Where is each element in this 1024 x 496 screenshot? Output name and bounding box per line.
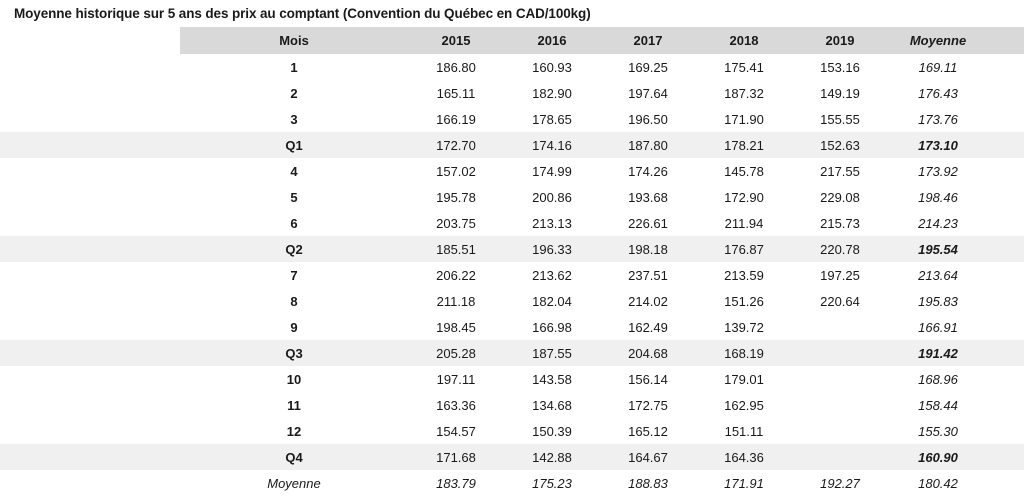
row-tail-spacer	[988, 158, 1024, 184]
header-average: Moyenne	[888, 27, 988, 54]
cell-2019	[792, 340, 888, 366]
row-label: 11	[287, 397, 301, 413]
cell-2017: 172.75	[628, 397, 668, 413]
cell-2017: 156.14	[628, 371, 668, 387]
row-label: 4	[290, 163, 298, 179]
cell-2015: 197.11	[436, 371, 476, 387]
cell-average: 166.91	[918, 319, 958, 335]
cell-2018: 151.26	[724, 293, 764, 309]
table-body	[0, 54, 1024, 496]
header-tail-spacer	[988, 27, 1024, 54]
cell-2018: 151.11	[724, 423, 764, 439]
cell-2016: 182.04	[532, 293, 572, 309]
cell-2016: 213.62	[532, 267, 572, 283]
cell-2017: 196.50	[628, 111, 668, 127]
row-tail-spacer	[988, 80, 1024, 106]
cell-2016: 143.58	[532, 371, 572, 387]
cell-2016: 160.93	[532, 59, 572, 75]
row-tail-spacer	[988, 444, 1024, 470]
cell-2018: 172.90	[724, 189, 764, 205]
row-label: 6	[290, 215, 298, 231]
row-tail-spacer	[988, 184, 1024, 210]
row-spacer	[0, 158, 180, 184]
cell-average: 169.11	[918, 59, 958, 75]
cell-2019: 152.63	[820, 137, 860, 153]
row-tail-spacer	[988, 210, 1024, 236]
cell-2015: 183.79	[436, 475, 476, 491]
cell-average: 168.96	[918, 371, 958, 387]
row-spacer	[0, 314, 180, 340]
row-tail-spacer	[988, 366, 1024, 392]
table-row	[0, 236, 1024, 262]
cell-2015: 203.75	[436, 215, 476, 231]
header-year-2019: 2019	[792, 27, 888, 54]
table-row	[0, 444, 1024, 470]
cell-2015: 157.02	[436, 163, 476, 179]
header-month: Mois	[180, 27, 408, 54]
cell-2017: 188.83	[628, 475, 668, 491]
historic-price-table	[0, 27, 1024, 496]
cell-2016: 175.23	[532, 475, 572, 491]
cell-2016: 213.13	[532, 215, 572, 231]
header-year-2015: 2015	[408, 27, 504, 54]
cell-2016: 142.88	[532, 449, 572, 465]
cell-2015: 198.45	[436, 319, 476, 335]
cell-2017: 162.49	[628, 319, 668, 335]
table-row	[0, 132, 1024, 158]
table-row	[0, 54, 1024, 80]
row-spacer	[0, 80, 180, 106]
cell-2018: 187.32	[724, 85, 764, 101]
row-label: 8	[290, 293, 298, 309]
cell-2017: 187.80	[628, 137, 668, 153]
row-spacer	[0, 184, 180, 210]
cell-2016: 134.68	[532, 397, 572, 413]
cell-2015: 154.57	[436, 423, 476, 439]
cell-2019	[792, 418, 888, 444]
row-label: Q4	[285, 449, 303, 465]
row-spacer	[0, 54, 180, 80]
row-label: 5	[290, 189, 298, 205]
cell-average: 173.92	[918, 163, 958, 179]
cell-2017: 198.18	[628, 241, 668, 257]
row-label: Q2	[285, 241, 303, 257]
cell-2018: 179.01	[724, 371, 764, 387]
row-spacer	[0, 288, 180, 314]
cell-2018: 175.41	[724, 59, 764, 75]
row-label: Q1	[285, 137, 303, 153]
header-row	[0, 27, 1024, 54]
row-tail-spacer	[988, 106, 1024, 132]
cell-average: 213.64	[918, 267, 958, 283]
cell-2016: 187.55	[532, 345, 572, 361]
table-row	[0, 184, 1024, 210]
table-row	[0, 366, 1024, 392]
row-spacer	[0, 392, 180, 418]
cell-2016: 166.98	[532, 319, 572, 335]
cell-2015: 211.18	[436, 293, 476, 309]
cell-average: 180.42	[918, 475, 958, 491]
cell-2017: 165.12	[628, 423, 668, 439]
header-year-2018: 2018	[696, 27, 792, 54]
cell-2015: 171.68	[436, 449, 476, 465]
row-tail-spacer	[988, 132, 1024, 158]
row-tail-spacer	[988, 236, 1024, 262]
table-header	[0, 27, 1024, 54]
cell-2015: 185.51	[436, 241, 476, 257]
row-tail-spacer	[988, 54, 1024, 80]
row-spacer	[0, 366, 180, 392]
cell-2016: 178.65	[532, 111, 572, 127]
cell-2015: 165.11	[436, 85, 476, 101]
cell-2019: 192.27	[820, 475, 860, 491]
table-row	[0, 418, 1024, 444]
page-title: Moyenne historique sur 5 ans des prix au comptant (Convention du Québec en CAD/100kg)	[14, 6, 591, 21]
cell-2018: 168.19	[724, 345, 764, 361]
row-tail-spacer	[988, 418, 1024, 444]
row-label: Q3	[285, 345, 303, 361]
cell-average: 195.83	[918, 293, 958, 309]
row-spacer	[0, 262, 180, 288]
cell-average: 173.10	[918, 137, 958, 153]
cell-2016: 150.39	[532, 423, 572, 439]
row-label: 1	[290, 59, 298, 75]
cell-average: 198.46	[918, 189, 958, 205]
cell-2019: 153.16	[820, 59, 860, 75]
cell-2017: 237.51	[628, 267, 668, 283]
cell-2019	[792, 392, 888, 418]
row-spacer	[0, 210, 180, 236]
row-spacer	[0, 132, 180, 158]
cell-2019: 155.55	[820, 111, 860, 127]
cell-2019: 220.64	[820, 293, 860, 309]
table-row	[0, 470, 1024, 496]
cell-2018: 171.90	[724, 111, 764, 127]
row-spacer	[0, 444, 180, 470]
cell-average: 160.90	[918, 449, 958, 465]
cell-2018: 162.95	[724, 397, 764, 413]
cell-2017: 169.25	[628, 59, 668, 75]
cell-2018: 139.72	[724, 319, 764, 335]
cell-2015: 195.78	[436, 189, 476, 205]
row-spacer	[0, 418, 180, 444]
row-spacer	[0, 340, 180, 366]
row-tail-spacer	[988, 340, 1024, 366]
cell-2019: 229.08	[820, 189, 860, 205]
cell-2015: 205.28	[436, 345, 476, 361]
cell-2015: 186.80	[436, 59, 476, 75]
cell-average: 155.30	[918, 423, 958, 439]
row-spacer	[0, 106, 180, 132]
table-row	[0, 288, 1024, 314]
row-label: 9	[290, 319, 298, 335]
table-row	[0, 106, 1024, 132]
table-row	[0, 262, 1024, 288]
cell-2019	[792, 444, 888, 470]
cell-2017: 226.61	[628, 215, 668, 231]
row-label: Moyenne	[267, 475, 321, 491]
row-tail-spacer	[988, 392, 1024, 418]
cell-2016: 196.33	[532, 241, 572, 257]
row-spacer	[0, 236, 180, 262]
row-spacer	[0, 470, 180, 496]
cell-average: 214.23	[918, 215, 958, 231]
cell-2019	[792, 366, 888, 392]
cell-2016: 200.86	[532, 189, 572, 205]
table-row	[0, 80, 1024, 106]
row-label: 7	[290, 267, 298, 283]
cell-2017: 174.26	[628, 163, 668, 179]
cell-2018: 171.91	[724, 475, 764, 491]
cell-2016: 174.16	[532, 137, 572, 153]
cell-2017: 164.67	[628, 449, 668, 465]
header-year-2016: 2016	[504, 27, 600, 54]
row-tail-spacer	[988, 288, 1024, 314]
cell-2019: 215.73	[820, 215, 860, 231]
cell-2018: 213.59	[724, 267, 764, 283]
table-row	[0, 392, 1024, 418]
cell-2018: 211.94	[724, 215, 764, 231]
row-tail-spacer	[988, 314, 1024, 340]
header-spacer	[0, 27, 180, 54]
cell-2016: 182.90	[532, 85, 572, 101]
cell-2015: 206.22	[436, 267, 476, 283]
cell-2018: 145.78	[724, 163, 764, 179]
row-tail-spacer	[988, 470, 1024, 496]
cell-2015: 163.36	[436, 397, 476, 413]
row-label: 2	[290, 85, 298, 101]
cell-2018: 176.87	[724, 241, 764, 257]
cell-average: 195.54	[918, 241, 958, 257]
cell-2017: 204.68	[628, 345, 668, 361]
cell-2017: 193.68	[628, 189, 668, 205]
row-tail-spacer	[988, 262, 1024, 288]
table-row	[0, 210, 1024, 236]
row-label: 10	[286, 371, 302, 387]
cell-2017: 214.02	[628, 293, 668, 309]
cell-2019	[792, 314, 888, 340]
cell-average: 191.42	[918, 345, 958, 361]
cell-2016: 174.99	[532, 163, 572, 179]
cell-2019: 149.19	[820, 85, 860, 101]
header-year-2017: 2017	[600, 27, 696, 54]
cell-average: 158.44	[918, 397, 958, 413]
table-row	[0, 314, 1024, 340]
row-label: 12	[286, 423, 302, 439]
cell-2015: 166.19	[436, 111, 476, 127]
cell-2019: 217.55	[820, 163, 860, 179]
table-row	[0, 340, 1024, 366]
cell-average: 176.43	[918, 85, 958, 101]
cell-2019: 197.25	[820, 267, 860, 283]
cell-2019: 220.78	[820, 241, 860, 257]
cell-2017: 197.64	[628, 85, 668, 101]
cell-2018: 164.36	[724, 449, 764, 465]
cell-2018: 178.21	[724, 137, 764, 153]
row-label: 3	[290, 111, 298, 127]
cell-2015: 172.70	[436, 137, 476, 153]
cell-average: 173.76	[918, 111, 958, 127]
table-row	[0, 158, 1024, 184]
